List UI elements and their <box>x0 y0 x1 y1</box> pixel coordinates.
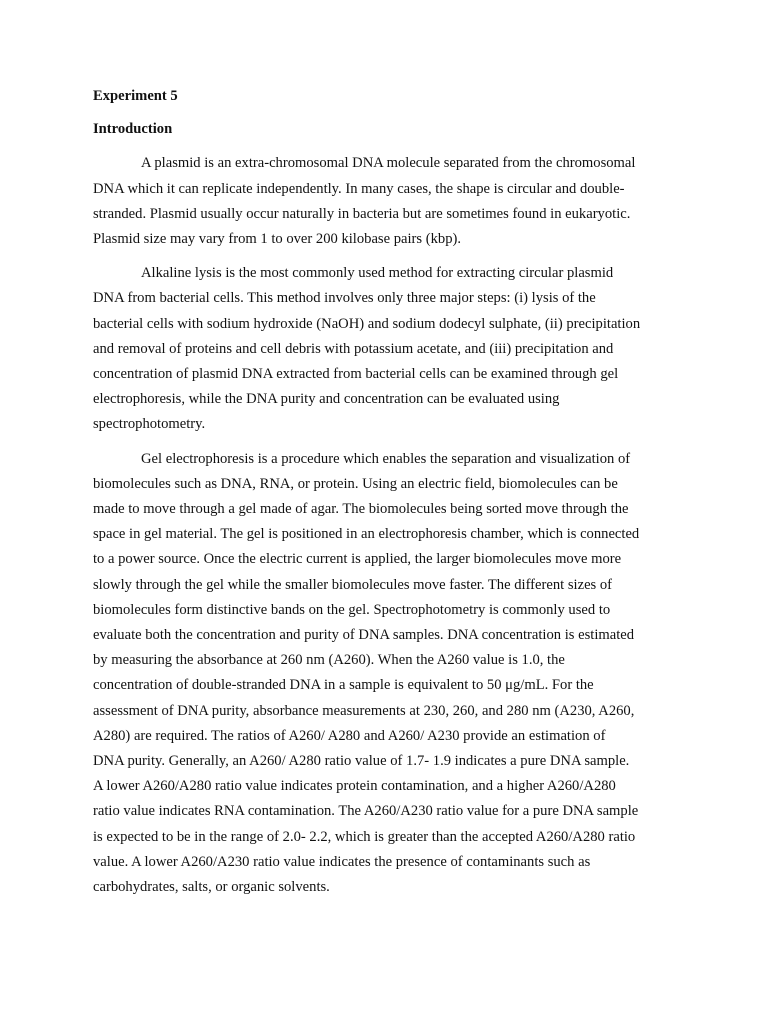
text-line: and removal of proteins and cell debris with potassium acetate, and (iii) precipitation and <box>93 340 614 357</box>
text-line: ratio value indicates RNA contamination. The A260/A230 ratio value for a pure DNA sample <box>93 803 639 820</box>
text-line: bacterial cells with sodium hydroxide (NaOH) and sodium dodecyl sulphate, (ii) precipitation <box>93 315 641 332</box>
text-line: concentration of plasmid DNA extracted from bacterial cells can be examined through gel <box>93 366 619 383</box>
text-line: by measuring the absorbance at 260 nm (A260). When the A260 value is 1.0, the <box>93 652 565 669</box>
paragraph-plasmid <box>93 151 678 252</box>
text-line: slowly through the gel while the smaller biomolecules move faster. The different sizes of <box>93 576 613 593</box>
document-body <box>93 84 678 909</box>
text-line: Gel electrophoresis is a procedure which enables the separation and visualization of <box>141 450 631 467</box>
text-line: is expected to be in the range of 2.0- 2.2, which is greater than the accepted A260/A280 ratio <box>93 828 636 845</box>
text-line: carbohydrates, salts, or organic solvents. <box>93 879 330 896</box>
section-title: Introduction <box>93 121 173 138</box>
text-line: DNA purity. Generally, an A260/ A280 ratio value of 1.7- 1.9 indicates a pure DNA sample. <box>93 753 630 770</box>
text-line: biomolecules form distinctive bands on the gel. Spectrophotometry is commonly used to <box>93 601 611 618</box>
text-line: stranded. Plasmid usually occur naturally in bacteria but are sometimes found in eukaryotic. <box>93 205 631 222</box>
text-line: biomolecules such as DNA, RNA, or protein. Using an electric field, biomolecules can be <box>93 475 618 492</box>
text-line: A plasmid is an extra-chromosomal DNA molecule separated from the chromosomal <box>141 155 636 172</box>
text-line: evaluate both the concentration and purity of DNA samples. DNA concentration is estimated <box>93 627 635 644</box>
text-line: DNA from bacterial cells. This method involves only three major steps: (i) lysis of the <box>93 290 596 307</box>
text-line: Plasmid size may vary from 1 to over 200 kilobase pairs (kbp). <box>93 231 462 248</box>
paragraph-gel-electrophoresis <box>93 447 678 901</box>
text-line: made to move through a gel made of agar. The biomolecules being sorted move through the <box>93 501 629 518</box>
text-line: A280) are required. The ratios of A260/ A280 and A260/ A230 provide an estimation of <box>93 727 606 744</box>
text-line: assessment of DNA purity, absorbance measurements at 230, 260, and 280 nm (A230, A260, <box>93 702 635 719</box>
text-line: DNA which it can replicate independently. In many cases, the shape is circular and double- <box>93 180 625 197</box>
text-line: A lower A260/A280 ratio value indicates protein contamination, and a higher A260/A280 <box>93 778 616 795</box>
text-line: concentration of double-stranded DNA in a sample is equivalent to 50 μg/mL. For the <box>93 677 594 694</box>
text-line: to a power source. Once the electric current is applied, the larger biomolecules move more <box>93 551 622 568</box>
text-line: electrophoresis, while the DNA purity and concentration can be evaluated using <box>93 391 560 408</box>
paragraph-alkaline-lysis <box>93 261 678 437</box>
text-line: spectrophotometry. <box>93 416 206 433</box>
text-line: Alkaline lysis is the most commonly used method for extracting circular plasmid <box>141 265 614 282</box>
experiment-title: Experiment 5 <box>93 88 178 104</box>
text-line: space in gel material. The gel is positioned in an electrophoresis chamber, which is connected <box>93 526 640 543</box>
text-line: value. A lower A260/A230 ratio value indicates the presence of contaminants such as <box>93 853 591 870</box>
